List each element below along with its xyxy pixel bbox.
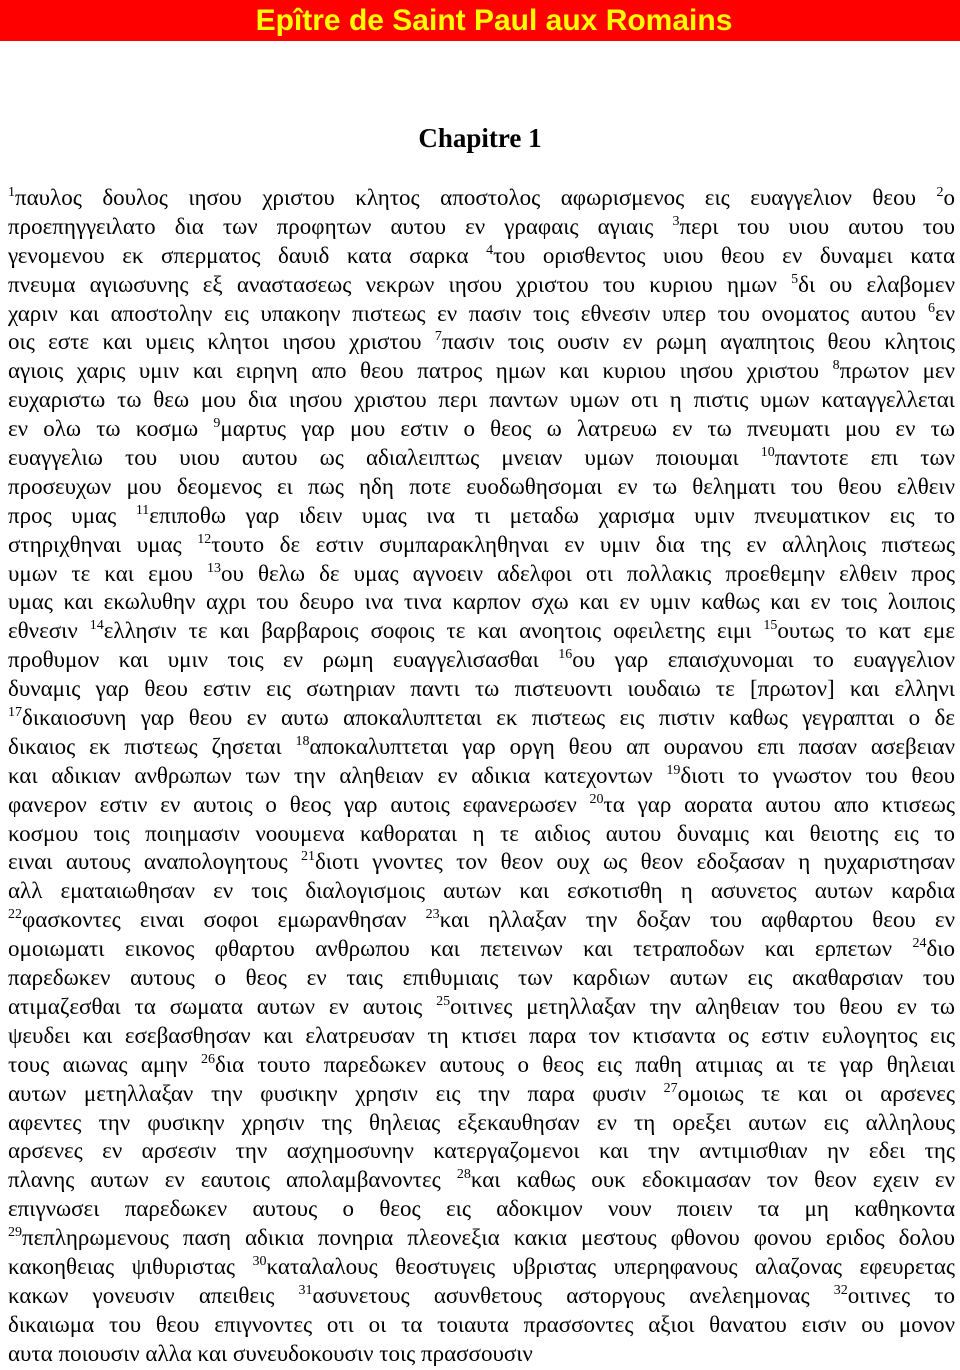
verse-number: 20 (589, 791, 604, 807)
verse-number: 5 (791, 271, 799, 287)
text-line (8, 473, 955, 502)
text-line (8, 1224, 955, 1253)
verse-number: 1 (8, 185, 15, 200)
verse-text: τα γαρ αορατα αυτου απο κτισεως (603, 791, 955, 817)
verse-number: 10 (760, 445, 775, 461)
verse-text: δικαιωμα του θεου επιγνοντες οτι οι τα τοιαυτα πρασσοντες αξιοι θανατου εισιν ου μονον (8, 1311, 955, 1337)
verse-number: 4 (486, 242, 494, 258)
verse-text: φασκοντες ειναι σοφοι εμωρανθησαν (22, 907, 426, 933)
text-line (8, 704, 955, 733)
text-line (8, 935, 955, 964)
verse-text: δικαιος εκ πιστεως ζησεται (8, 733, 296, 759)
verse-number: 32 (833, 1282, 848, 1298)
text-line (8, 733, 955, 762)
verse-text: ου γαρ επαισχυνομαι το ευαγγελιον (572, 647, 955, 673)
verse-text: και ηλλαξαν την δοξαν του αφθαρτου θεου εν (439, 907, 955, 933)
verse-text: οιτινες μετηλλαξαν την αληθειαν του θεου εν τω (450, 993, 955, 1019)
verse-number: 11 (135, 502, 150, 518)
verse-text: αλλ εματαιωθησαν εν τοις διαλογισμοις αυτων και εσκοτισθη η ασυνετος αυτων καρδια (8, 878, 955, 904)
text-line (8, 357, 955, 386)
verse-text: αποκαλυπτεται γαρ οργη θεου απ ουρανου επι πασαν ασεβειαν (309, 733, 955, 759)
verse-text: φανερον εστιν εν αυτοις ο θεος γαρ αυτοις εφανερωσεν (8, 791, 590, 817)
verse-number: 25 (436, 993, 451, 1009)
verse-text: υμας και εκωλυθην αχρι του δευρο ινα τινα καρπον σχω και εν υμιν καθως και εν τοις λοιποις (8, 589, 955, 615)
text-line (8, 1340, 955, 1369)
text-line (8, 993, 955, 1022)
verse-text: μαρτυς γαρ μου εστιν ο θεος ω λατρευω εν τω πνευματι μου εν τω (220, 416, 955, 442)
verse-number: 22 (8, 907, 22, 923)
text-line (8, 877, 955, 906)
text-line (8, 184, 955, 213)
verse-number: 27 (663, 1080, 678, 1096)
verse-text: πλανης αυτων εν εαυτοις απολαμβανοντες (8, 1167, 457, 1193)
verse-number: 26 (201, 1051, 216, 1067)
verse-text: επιγνωσει παρεδωκεν αυτους ο θεος εις αδοκιμον νουν ποιειν τα μη καθηκοντα (8, 1196, 955, 1222)
verse-text: διοτι το γνωστον του θεου (680, 762, 955, 788)
verse-text: αγιοις χαρις υμιν και ειρηνη απο θεου πατρος ημων και κυριου ιησου χριστου (8, 358, 833, 384)
verse-text: διοτι γνοντες τον θεον ουχ ως θεον εδοξασαν η ηυχαριστησαν (314, 849, 955, 875)
verse-number: 3 (672, 213, 680, 229)
verse-text: στηριχθηναι υμας (8, 531, 198, 557)
verse-text: και αδικιαν ανθρωπων των την αληθειαν εν αδικια κατεχοντων (8, 762, 667, 788)
verse-number: 16 (558, 647, 573, 663)
verse-number: 15 (763, 618, 778, 634)
verse-text: ατιμαζεσθαι τα σωματα αυτων εν αυτοις (8, 993, 437, 1019)
header-title: Epître de Saint Paul aux Romains (255, 4, 733, 37)
text-line (8, 386, 955, 415)
verse-text: αυτων μετηλλαξαν την φυσικην χρησιν εις την παρα φυσιν (8, 1080, 664, 1106)
text-line (8, 820, 955, 849)
text-line (8, 531, 955, 560)
verse-number: 19 (666, 762, 681, 778)
verse-number: 7 (434, 329, 442, 345)
text-line (8, 560, 955, 589)
verse-text: καταλαλους θεοστυγεις υβριστας υπερηφανους αλαζονας εφευρετας (266, 1253, 956, 1279)
verse-text: του ορισθεντος υιου θεου εν δυναμει κατα (493, 242, 955, 268)
verse-number: 17 (8, 705, 22, 721)
text-line (8, 502, 955, 531)
text-line (8, 1051, 955, 1080)
verse-text: αφεντες την φυσικην χρησιν της θηλειας εξεκαυθησαν εν τη ορεξει αυτων εις αλληλους (8, 1109, 955, 1135)
text-line (8, 1195, 955, 1224)
verse-text: ο (943, 185, 955, 210)
text-line (8, 791, 955, 820)
verse-text: κακων γονευσιν απειθεις (8, 1282, 299, 1308)
text-line (8, 1137, 955, 1166)
verse-text: γενομενου εκ σπερματος δαυιδ κατα σαρκα (8, 242, 487, 268)
verse-text: προς υμας (8, 502, 136, 528)
verse-text: ευαγγελιω του υιου αυτου ως αδιαλειπτως μνειαν υμων ποιουμαι (8, 445, 761, 471)
text-line (8, 1022, 955, 1051)
verse-number: 12 (197, 531, 212, 547)
text-line (8, 588, 955, 617)
text-line (8, 328, 955, 357)
text-line (8, 1282, 955, 1311)
verse-text: επιποθω γαρ ιδειν υμας ινα τι μεταδω χαρισμα υμιν πνευματικον εις το (149, 502, 956, 528)
verse-text: οις εστε και υμεις κλητοι ιησου χριστου (8, 329, 435, 355)
verse-text: προθυμον και υμιν τοις εν ρωμη ευαγγελισασθαι (8, 647, 559, 673)
verse-text: προεπηγγειλατο δια των προφητων αυτου εν γραφαις αγιαις (8, 213, 673, 239)
verse-text: πασιν τοις ουσιν εν ρωμη αγαπητοις θεου κλητοις (441, 329, 955, 355)
verse-number: 29 (8, 1225, 22, 1241)
verse-text: εν ολω τω κοσμω (8, 416, 214, 442)
verse-text: αυτα ποιουσιν αλλα και συνευδοκουσιν τοις πρασσουσιν (8, 1340, 533, 1366)
chapter-body (8, 184, 955, 1369)
verse-text: υμων τε και εμου (8, 560, 208, 586)
verse-text: δι ου ελαβομεν (798, 271, 955, 297)
verse-number: 31 (298, 1282, 313, 1298)
verse-text: αρσενες εν αρσεσιν την ασχημοσυνην κατεργαζομενοι και την αντιμισθιαν ην εδει της (8, 1138, 955, 1164)
verse-text: δικαιοσυνη γαρ θεου εν αυτω αποκαλυπτεται εκ πιστεως εις πιστιν καθως γεγραπται ο δε (22, 705, 955, 731)
verse-text: πρωτον μεν (839, 358, 955, 384)
verse-text: δυναμις γαρ θεου εστιν εις σωτηριαν παντι τω πιστευοντι ιουδαιω τε [πρωτον] και ελληνι (8, 676, 955, 702)
text-line (8, 213, 955, 242)
verse-text: πεπληρωμενους παση αδικια πονηρια πλεονεξια κακια μεστους φθονου φονου εριδος δολου (22, 1225, 955, 1251)
verse-text: ασυνετους ασυνθετους αστοργους ανελεημονας (312, 1282, 834, 1308)
text-line (8, 617, 955, 646)
text-line (8, 271, 955, 300)
text-line (8, 1109, 955, 1138)
verse-number: 18 (295, 733, 310, 749)
verse-text: παυλος δουλος ιησου χριστου κλητος αποστολος αφωρισμενος εις ευαγγελιον θεου (15, 185, 937, 210)
verse-number: 9 (213, 416, 221, 432)
verse-text: ελλησιν τε και βαρβαροις σοφοις τε και ανοητοις οφειλετης ειμι (103, 618, 764, 644)
verse-text: τους αιωνας αμην (8, 1051, 202, 1077)
verse-text: τουτο δε εστιν συμπαρακληθηναι εν υμιν δια της εν αλληλοις πιστεως (211, 531, 955, 557)
verse-number: 14 (89, 618, 104, 634)
verse-text: ευχαριστω τω θεω μου δια ιησου χριστου περι παντων υμων οτι η πιστις υμων καταγγελλεται (8, 387, 955, 413)
verse-text: πνευμα αγιωσυνης εξ αναστασεως νεκρων ιησου χριστου του κυριου ημων (8, 271, 792, 297)
verse-number: 2 (936, 185, 944, 200)
verse-number: 6 (927, 300, 935, 316)
text-line (8, 415, 955, 444)
verse-text: κακοηθειας ψιθυριστας (8, 1253, 253, 1279)
verse-text: ου θελω δε υμας αγνοειν αδελφοι οτι πολλακις προεθεμην ελθειν προς (221, 560, 955, 586)
text-line (8, 964, 955, 993)
verse-text: ουτως το κατ εμε (777, 618, 955, 644)
text-line (8, 1080, 955, 1109)
verse-number: 30 (252, 1253, 267, 1269)
text-line (8, 675, 955, 704)
text-line (8, 1166, 955, 1195)
chapter-title: Chapitre 1 (418, 123, 542, 153)
verse-number: 21 (300, 849, 315, 865)
verse-number: 23 (425, 907, 440, 923)
verse-text: ομοιωματι εικονος φθαρτου ανθρωπου και πετεινων και τετραποδων και ερπετων (8, 936, 913, 962)
verse-text: περι του υιου αυτου του (679, 213, 955, 239)
verse-text: ψευδει και εσεβασθησαν και ελατρευσαν τη κτισει παρα τον κτισαντα ος εστιν ευλογητος εις (8, 1022, 955, 1048)
verse-number: 28 (456, 1167, 471, 1183)
page-header (0, 0, 960, 41)
text-line (8, 1253, 955, 1282)
verse-text: διο (926, 936, 955, 962)
verse-text: οιτινες το (847, 1282, 955, 1308)
text-line (8, 1311, 955, 1340)
text-line (8, 444, 955, 473)
verse-text: παντοτε επι των (774, 445, 955, 471)
verse-text: χαριν και αποστολην εις υπακοην πιστεως εν πασιν τοις εθνεσιν υπερ του ονοματος αυτου (8, 300, 928, 326)
verse-number: 24 (912, 936, 927, 952)
verse-text: εθνεσιν (8, 618, 90, 644)
text-line (8, 848, 955, 877)
text-line (8, 300, 955, 329)
verse-text: προσευχων μου δεομενος ει πως ηδη ποτε ευοδωθησομαι εν τω θεληματι του θεου ελθειν (8, 473, 955, 499)
verse-number: 8 (832, 358, 840, 374)
verse-text: εν (934, 300, 955, 326)
verse-text: κοσμου τοις ποιημασιν νοουμενα καθοραται η τε αιδιος αυτου δυναμις και θειοτης εις το (8, 820, 955, 846)
text-line (8, 646, 955, 675)
verse-number: 13 (207, 560, 222, 576)
text-line (8, 762, 955, 791)
verse-text: δια τουτο παρεδωκεν αυτους ο θεος εις παθη ατιμιας αι τε γαρ θηλειαι (215, 1051, 956, 1077)
text-line (8, 242, 955, 271)
verse-text: ειναι αυτους αναπολογητους (8, 849, 301, 875)
verse-text: παρεδωκεν αυτους ο θεος εν ταις επιθυμιαις των καρδιων αυτων εις ακαθαρσιαν του (8, 965, 955, 991)
verse-text: ομοιως τε και οι αρσενες (677, 1080, 955, 1106)
verse-text: και καθως ουκ εδοκιμασαν τον θεον εχειν εν (470, 1167, 955, 1193)
text-line (8, 906, 955, 935)
